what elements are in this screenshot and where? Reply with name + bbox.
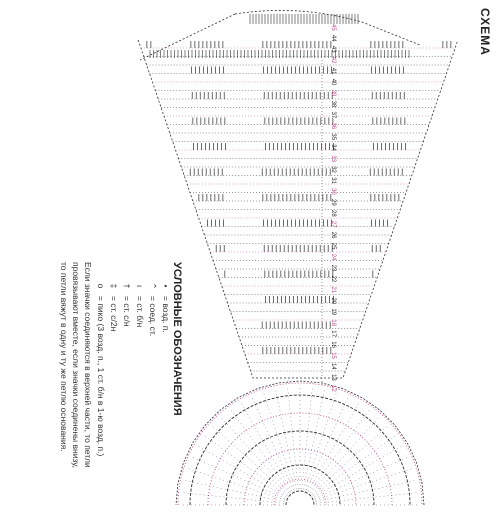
motif-spoke xyxy=(263,391,295,490)
row-number: 19 xyxy=(330,308,336,316)
row-number: 34 xyxy=(330,144,336,151)
row-number: 43 xyxy=(330,45,336,53)
row-number: 45 xyxy=(330,24,336,31)
picot-icon: o xyxy=(96,283,106,289)
row-number: 17 xyxy=(330,330,336,337)
motif-spoke xyxy=(240,401,292,491)
row-number: 31 xyxy=(330,177,336,184)
motif-ring xyxy=(208,413,392,505)
fan-top-edge xyxy=(235,10,420,45)
row-number: 14 xyxy=(330,363,336,370)
row-number: 23 xyxy=(330,264,336,272)
motif-spoke xyxy=(190,456,285,498)
motif-spoke xyxy=(305,391,337,490)
double-crochet-icon: † xyxy=(122,283,132,289)
row-number: 41 xyxy=(330,67,336,75)
legend-item: ⌃= соед. ст. xyxy=(147,280,158,336)
legend-item: •= возд. п. xyxy=(161,280,171,333)
center-motif-rings xyxy=(176,381,424,505)
motif-spoke xyxy=(314,445,404,497)
row-number: 40 xyxy=(330,78,336,86)
row-number: 33 xyxy=(330,155,336,162)
row-number: 44 xyxy=(330,34,336,42)
note-line: провязывают вместе, если значки соединены внизу, xyxy=(71,262,81,469)
fan-top-edge xyxy=(140,14,235,60)
motif-spoke xyxy=(308,401,360,491)
note-line: Если значки соединяются в верхней части, то петли xyxy=(83,262,93,468)
motif-spoke xyxy=(307,395,349,490)
motif-spoke xyxy=(181,492,284,503)
legend-item: †= ст. с/н xyxy=(122,280,132,327)
row-number: 24 xyxy=(330,253,336,261)
motif-spoke xyxy=(203,434,287,495)
row-number: 35 xyxy=(330,133,336,141)
row-number: 20 xyxy=(330,297,336,305)
motif-spoke xyxy=(229,408,290,492)
motif-spoke xyxy=(183,480,285,502)
row-number: 39 xyxy=(330,89,336,97)
row-number: 27 xyxy=(330,220,336,228)
legend-item: ‡= ст. с/2н xyxy=(109,280,119,331)
motif-spoke xyxy=(313,434,397,495)
motif-spoke xyxy=(275,388,297,490)
motif-spoke xyxy=(302,386,313,489)
row-number: 32 xyxy=(330,166,336,173)
row-number: 16 xyxy=(330,341,336,348)
motif-spoke xyxy=(186,468,285,500)
row-number: 42 xyxy=(330,56,336,64)
note-line: то петли вяжут в одну и ту же петлю основания. xyxy=(59,262,69,452)
row-number: 37 xyxy=(330,111,336,119)
row-number: 29 xyxy=(330,199,336,206)
legend-item: ı= ст. б/н xyxy=(135,280,145,327)
motif-ring xyxy=(286,491,314,505)
motif-spoke xyxy=(303,388,325,490)
row-number: 15 xyxy=(330,352,336,359)
diagram-title: СХЕМА xyxy=(478,8,492,56)
treble-crochet-icon: ‡ xyxy=(109,283,119,289)
legend-item: o= пико (3 возд. п., 1 ст. б/н в 1-ю возд. п.) xyxy=(96,280,106,456)
row-number: 25 xyxy=(330,242,336,250)
row-number: 13 xyxy=(330,374,336,381)
row-number: 38 xyxy=(330,100,336,108)
row-number: 30 xyxy=(330,188,336,195)
row-number: 18 xyxy=(330,319,336,327)
row-number: 36 xyxy=(330,122,336,130)
row-number: 26 xyxy=(330,231,336,239)
motif-spoke xyxy=(316,480,418,502)
motif-spoke xyxy=(316,492,419,503)
motif-spoke xyxy=(315,468,414,500)
fan-stitch-grid xyxy=(141,14,455,385)
row-number: 22 xyxy=(330,275,336,283)
motif-spoke xyxy=(287,386,298,489)
slip-stitch-icon: ⌃ xyxy=(148,282,158,290)
motif-ring xyxy=(274,479,326,505)
chain-stitch-icon: • xyxy=(161,284,171,288)
motif-spoke xyxy=(309,408,370,492)
row-number: 12 xyxy=(330,385,336,392)
row-number: 21 xyxy=(330,286,336,294)
row-number: 28 xyxy=(330,210,336,217)
single-crochet-icon: ı xyxy=(135,284,145,288)
legend-title: УСЛОВНЫЕ ОБОЗНАЧЕНИЯ xyxy=(171,262,183,416)
